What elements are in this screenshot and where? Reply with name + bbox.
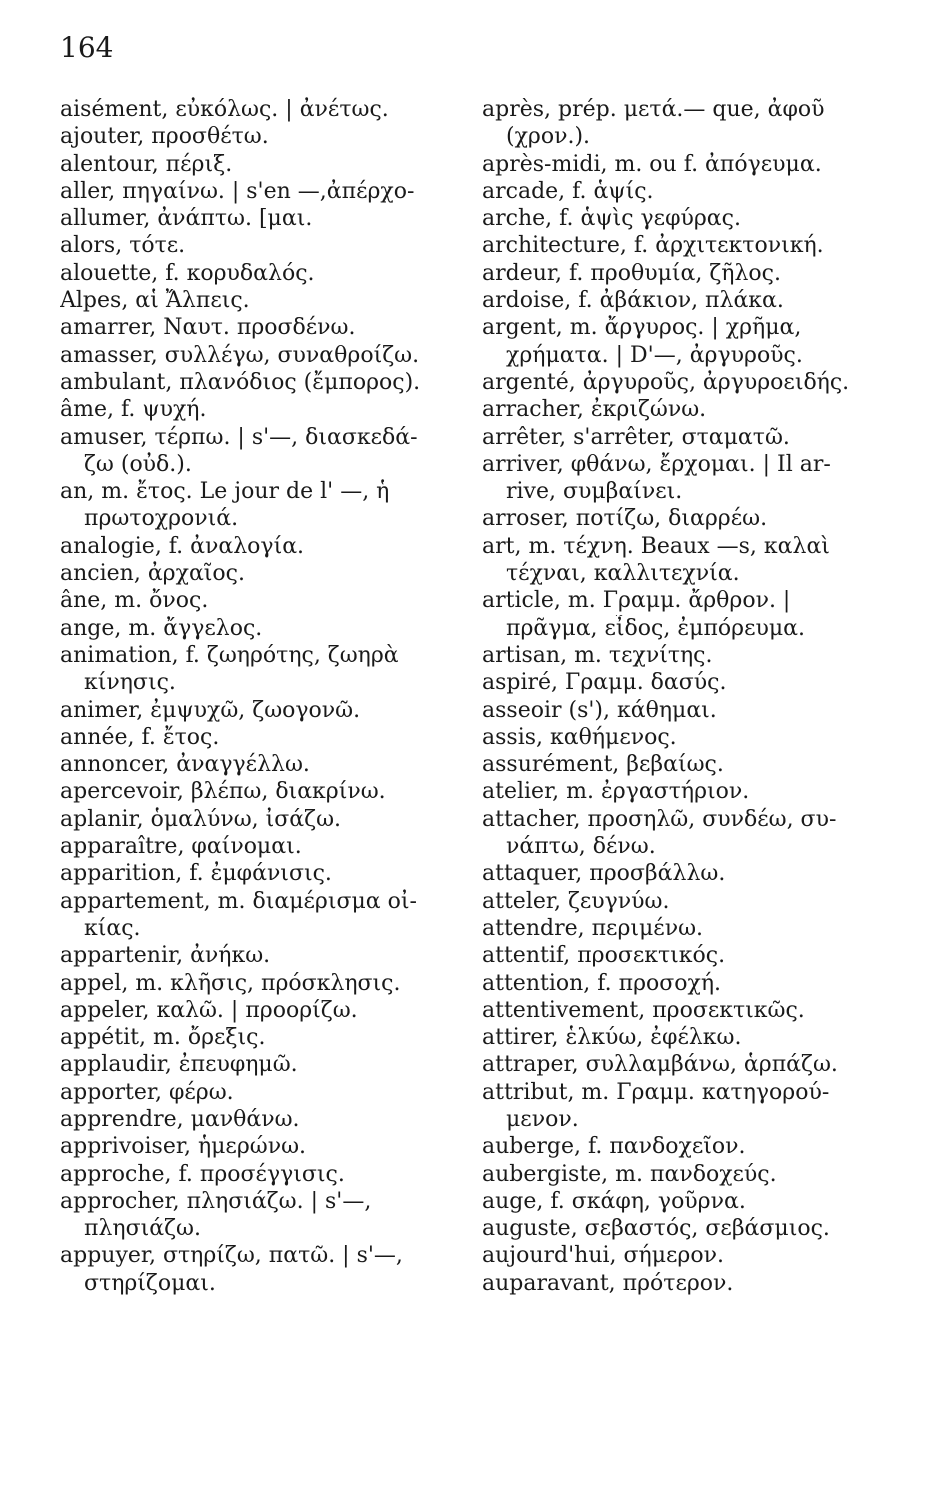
dictionary-entry-line: ancien, ἀρχαῖος. — [60, 561, 245, 587]
dictionary-entry-line: appel, m. κλῆσις, πρόσκλησις. — [60, 970, 401, 996]
dictionary-entry-line: argenté, ἀργυροῦς, ἀργυροειδής. — [482, 369, 850, 395]
right-column — [482, 96, 902, 1297]
dictionary-entry-line: après-midi, m. ou f. ἀπόγευμα. — [482, 151, 822, 177]
dictionary-entry-line: asseoir (s'), κάθημαι. — [482, 697, 717, 723]
dictionary-entry-line: an, m. ἔτος. Le jour de l' —, ἡ — [60, 479, 390, 505]
dictionary-entry-line: atteler, ζευγνύω. — [482, 888, 670, 914]
dictionary-entry-line: arche, f. ἁψὶς γεφύρας. — [482, 206, 741, 232]
dictionary-entry-line: aujourd'hui, σήμερον. — [482, 1243, 724, 1269]
entry-continuation-line: (χρον.). — [506, 124, 591, 150]
entry-continuation-line: πρᾶγμα, εἶδος, ἐμπόρευμα. — [506, 615, 806, 641]
dictionary-entry-line: apprivoiser, ἡμερώνω. — [60, 1134, 306, 1160]
dictionary-entry-line: arcade, f. ἁψίς. — [482, 178, 654, 204]
left-column — [60, 96, 470, 1297]
dictionary-entry-line: annoncer, ἀναγγέλλω. — [60, 752, 310, 778]
entry-continuation-line: πλησιάζω. — [84, 1216, 201, 1242]
dictionary-entry-line: ardeur, f. προθυμία, ζῆλος. — [482, 260, 781, 286]
dictionary-entry-line: âme, f. ψυχή. — [60, 397, 207, 423]
dictionary-entry-line: approcher, πλησιάζω. | s'—, — [60, 1188, 372, 1214]
dictionary-entry-line: arrêter, s'arrêter, σταματῶ. — [482, 424, 790, 450]
dictionary-entry-line: Alpes, αἱ Ἄλπεις. — [60, 288, 250, 314]
dictionary-entry-line: appartement, m. διαμέρισμα οἰ- — [60, 888, 417, 914]
dictionary-entry-line: applaudir, ἐπευφημῶ. — [60, 1052, 298, 1078]
dictionary-entry-line: âne, m. ὄνος. — [60, 588, 209, 614]
entry-continuation-line: πρωτοχρονιά. — [84, 506, 239, 532]
dictionary-entry-line: artisan, m. τεχνίτης. — [482, 642, 713, 668]
dictionary-entry-line: attaquer, προσβάλλω. — [482, 861, 726, 887]
dictionary-entry-line: appétit, m. ὄρεξις. — [60, 1025, 266, 1051]
dictionary-entry-line: amasser, συλλέγω, συναθροίζω. — [60, 342, 420, 368]
dictionary-entry-line: attentivement, προσεκτικῶς. — [482, 997, 805, 1023]
dictionary-entry-line: arracher, ἐκριζώνω. — [482, 397, 707, 423]
dictionary-entry-line: atelier, m. ἐργαστήριον. — [482, 779, 750, 805]
dictionary-entry-line: attendre, περιμένω. — [482, 915, 704, 941]
dictionary-entry-line: apparaître, φαίνομαι. — [60, 834, 302, 860]
dictionary-entry-line: analogie, f. ἀναλογία. — [60, 533, 305, 559]
dictionary-entry-line: année, f. ἔτος. — [60, 724, 220, 750]
dictionary-entry-line: art, m. τέχνη. Beaux —s, καλαὶ — [482, 533, 830, 559]
dictionary-entry-line: appartenir, ἀνήκω. — [60, 943, 271, 969]
entry-continuation-line: τέχναι, καλλιτεχνία. — [506, 561, 740, 587]
entry-continuation-line: κίνησις. — [84, 670, 176, 696]
dictionary-entry-line: alouette, f. κορυδαλός. — [60, 260, 315, 286]
entry-continuation-line: στηρίζομαι. — [84, 1270, 216, 1296]
dictionary-entry-line: appeler, καλῶ. | προορίζω. — [60, 997, 358, 1023]
dictionary-entry-line: ardoise, f. ἀβάκιον, πλάκα. — [482, 288, 784, 314]
entry-continuation-line: ζω (οὐδ.). — [84, 451, 192, 477]
dictionary-entry-line: alentour, πέριξ. — [60, 151, 233, 177]
dictionary-entry-line: argent, m. ἄργυρος. | χρῆμα, — [482, 315, 802, 341]
dictionary-entry-line: allumer, ἀνάπτω. [μαι. — [60, 206, 313, 232]
dictionary-entry-line: assis, καθήμενος. — [482, 724, 677, 750]
dictionary-entry-line: auparavant, πρότερον. — [482, 1270, 734, 1296]
page-number: 164 — [60, 31, 114, 64]
dictionary-entry-line: ajouter, προσθέτω. — [60, 124, 269, 150]
dictionary-entry-line: aplanir, ὁμαλύνω, ἰσάζω. — [60, 806, 342, 832]
dictionary-entry-line: apparition, f. ἐμφάνισις. — [60, 861, 332, 887]
dictionary-entry-line: attention, f. προσοχή. — [482, 970, 722, 996]
dictionary-entry-line: aller, πηγαίνω. | s'en —,ἀπέρχο- — [60, 178, 415, 204]
entry-continuation-line: κίας. — [84, 915, 141, 941]
dictionary-entry-line: aubergiste, m. πανδοχεύς. — [482, 1161, 777, 1187]
dictionary-entry-line: apporter, φέρω. — [60, 1079, 234, 1105]
dictionary-entry-line: arriver, φθάνω, ἔρχομαι. | Il ar- — [482, 451, 831, 477]
dictionary-entry-line: article, m. Γραμμ. ἄρθρον. | — [482, 588, 791, 614]
dictionary-entry-line: appuyer, στηρίζω, πατῶ. | s'—, — [60, 1243, 403, 1269]
entry-continuation-line: μενον. — [506, 1106, 579, 1132]
dictionary-entry-line: attentif, προσεκτικός. — [482, 943, 726, 969]
dictionary-entry-line: animation, f. ζωηρότης, ζωηρὰ — [60, 642, 399, 668]
dictionary-entry-line: amarrer, Ναυτ. προσδένω. — [60, 315, 356, 341]
dictionary-entry-line: attraper, συλλαμβάνω, ἁρπάζω. — [482, 1052, 838, 1078]
dictionary-entry-line: assurément, βεβαίως. — [482, 752, 724, 778]
dictionary-entry-line: approche, f. προσέγγισις. — [60, 1161, 345, 1187]
dictionary-entry-line: attacher, προσηλῶ, συνδέω, συ- — [482, 806, 837, 832]
dictionary-entry-line: auguste, σεβαστός, σεβάσμιος. — [482, 1216, 830, 1242]
dictionary-entry-line: alors, τότε. — [60, 233, 186, 259]
entry-continuation-line: νάπτω, δένω. — [506, 834, 656, 860]
dictionary-entry-line: aisément, εὐκόλως. | ἀνέτως. — [60, 97, 389, 122]
entry-continuation-line: χρήματα. | D'—, ἀργυροῦς. — [506, 342, 803, 368]
dictionary-entry-line: arroser, ποτίζω, διαρρέω. — [482, 506, 768, 532]
dictionary-entry-line: attirer, ἑλκύω, ἐφέλκω. — [482, 1025, 742, 1051]
entry-continuation-line: rive, συμβαίνει. — [506, 479, 683, 505]
dictionary-entry-line: attribut, m. Γραμμ. κατηγορού- — [482, 1079, 830, 1105]
dictionary-entry-line: auberge, f. πανδοχεῖον. — [482, 1134, 746, 1160]
dictionary-entry-line: aspiré, Γραμμ. δασύς. — [482, 670, 727, 696]
dictionary-entry-line: animer, ἐμψυχῶ, ζωογονῶ. — [60, 697, 361, 723]
dictionary-entry-line: ambulant, πλανόδιος (ἔμπορος). — [60, 369, 421, 395]
dictionary-entry-line: après, prép. μετά.— que, ἀφοῦ — [482, 97, 825, 122]
dictionary-entry-line: amuser, τέρπω. | s'—, διασκεδά- — [60, 424, 418, 450]
dictionary-entry-line: ange, m. ἄγγελος. — [60, 615, 263, 641]
dictionary-entry-line: apercevoir, βλέπω, διακρίνω. — [60, 779, 386, 805]
dictionary-entry-line: architecture, f. ἀρχιτεκτονική. — [482, 233, 824, 259]
dictionary-entry-line: apprendre, μανθάνω. — [60, 1106, 300, 1132]
dictionary-entry-line: auge, f. σκάφη, γοῦρνα. — [482, 1188, 746, 1214]
